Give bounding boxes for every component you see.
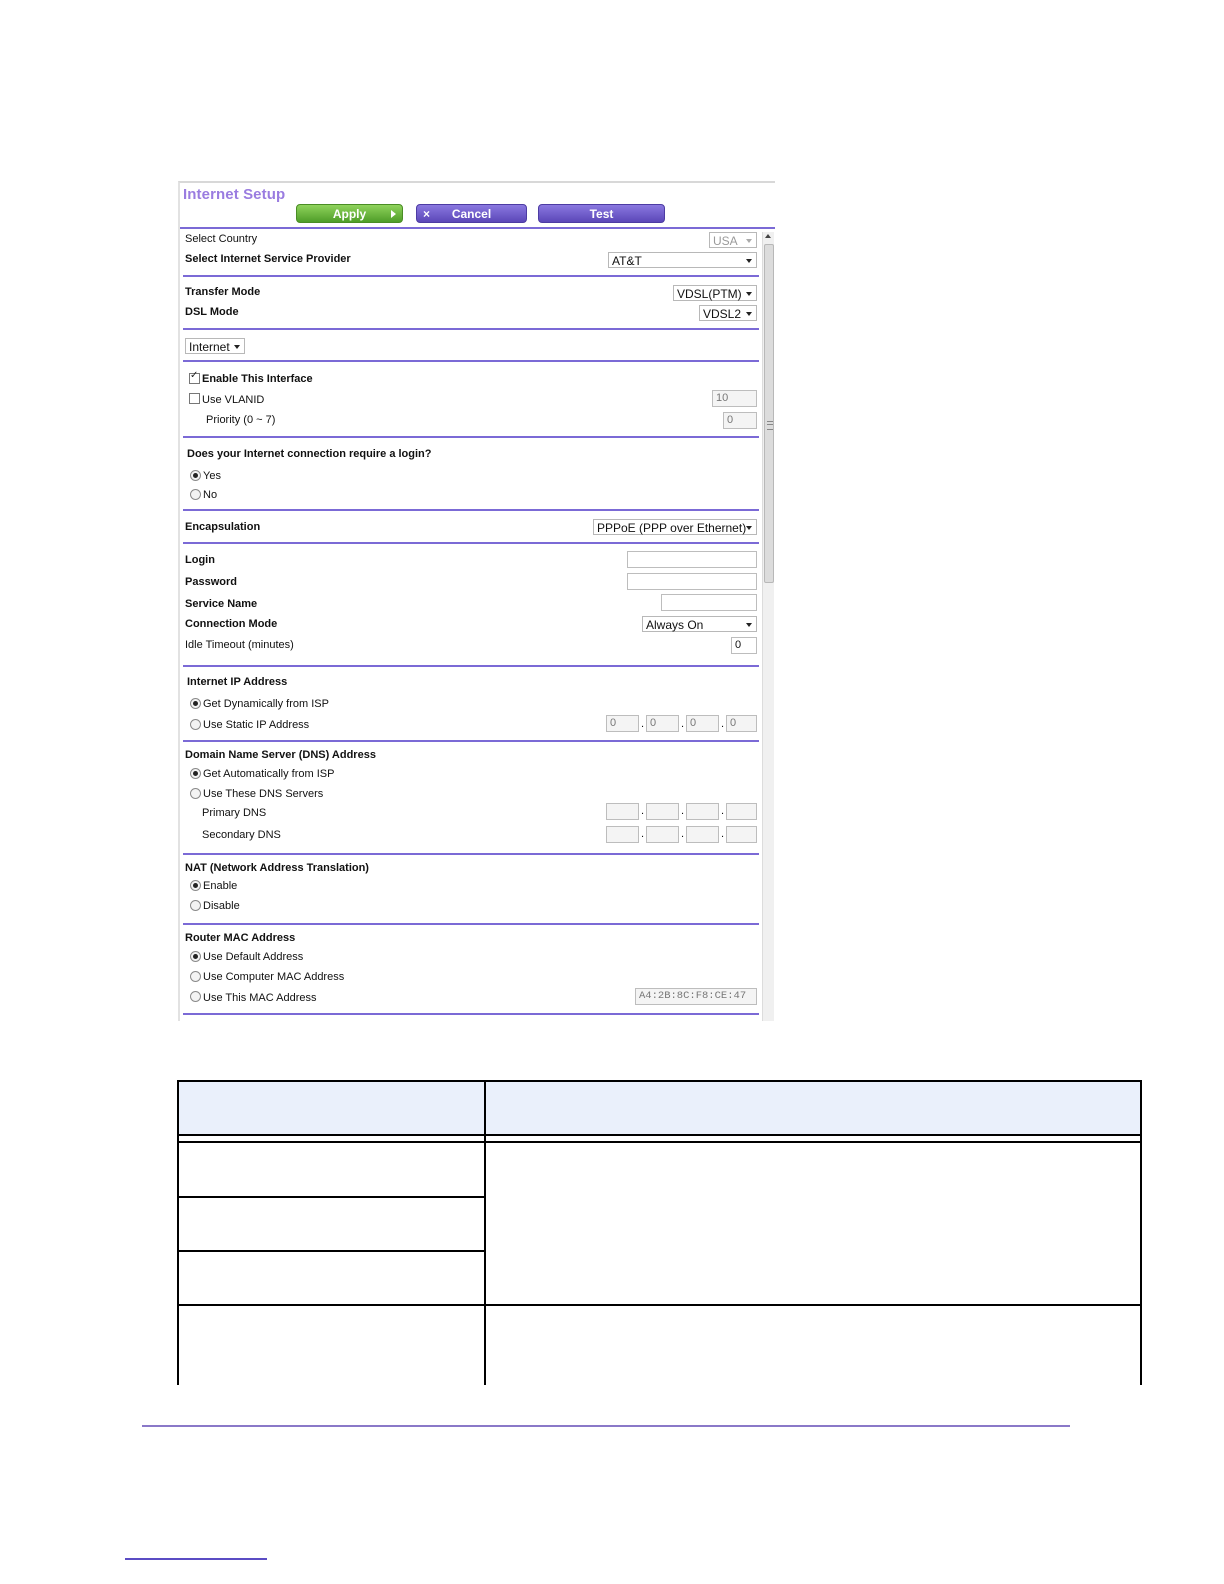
secondary-dns-label: Secondary DNS [202, 829, 281, 841]
dns-manual-radio[interactable] [190, 788, 201, 799]
chevron-down-icon [746, 312, 752, 316]
nat-disable-radio[interactable] [190, 900, 201, 911]
mac-heading: Router MAC Address [185, 932, 296, 944]
login-question: Does your Internet connection require a login? [187, 448, 432, 460]
cancel-button[interactable] [416, 204, 527, 223]
use-vlanid-checkbox[interactable] [189, 393, 200, 404]
connection-mode-label: Connection Mode [185, 618, 278, 630]
apply-button[interactable] [296, 204, 403, 223]
dsl-mode-value: VDSL2 [703, 307, 742, 321]
connection-mode-value: Always On [646, 618, 704, 632]
mac-computer-label: Use Computer MAC Address [203, 971, 345, 983]
dns-heading: Domain Name Server (DNS) Address [185, 749, 376, 761]
ip-dynamic-radio[interactable] [190, 698, 201, 709]
internet-setup-screenshot [178, 181, 775, 1021]
dns-separator: . [681, 828, 685, 840]
dns-manual-label: Use These DNS Servers [203, 788, 324, 800]
ip-separator: . [681, 718, 685, 730]
primary-dns-octet[interactable] [606, 803, 639, 820]
isp-select[interactable] [608, 252, 757, 268]
secondary-dns-octet[interactable] [646, 826, 679, 843]
dsl-mode-label: DSL Mode [185, 306, 239, 318]
table-rule [177, 1134, 1142, 1136]
section-divider [183, 328, 759, 330]
section-divider [183, 1013, 759, 1015]
primary-dns-octet[interactable] [686, 803, 719, 820]
dns-auto-label: Get Automatically from ISP [203, 768, 335, 780]
apply-button-label: Apply [332, 206, 367, 221]
mac-this-label: Use This MAC Address [203, 992, 317, 1004]
primary-dns-octet[interactable] [646, 803, 679, 820]
grip-icon [767, 421, 773, 430]
idle-timeout-input[interactable]: 0 [731, 637, 757, 654]
mac-computer-radio[interactable] [190, 971, 201, 982]
table-rule [177, 1080, 179, 1385]
section-divider [183, 665, 759, 667]
test-button[interactable] [538, 204, 665, 223]
section-divider [183, 923, 759, 925]
dns-separator: . [681, 805, 685, 817]
mac-this-radio[interactable] [190, 991, 201, 1002]
nat-disable-label: Disable [203, 900, 240, 912]
test-button-label: Test [589, 206, 614, 221]
mac-address-input[interactable]: A4:2B:8C:F8:CE:47 [635, 988, 757, 1005]
encapsulation-label: Encapsulation [185, 521, 261, 533]
login-input[interactable] [627, 551, 757, 568]
footer-link-underline [125, 1558, 267, 1560]
table-rule [484, 1080, 486, 1385]
encapsulation-select[interactable] [593, 519, 757, 535]
primary-dns-label: Primary DNS [202, 807, 267, 819]
nat-enable-radio[interactable] [190, 880, 201, 891]
dns-separator: . [721, 828, 725, 840]
cancel-button-label: Cancel [451, 206, 492, 221]
country-select [709, 232, 757, 248]
dns-separator: . [721, 805, 725, 817]
interface-value: Internet [189, 340, 230, 354]
chevron-down-icon [746, 259, 752, 263]
section-divider [183, 542, 759, 544]
ip-static-label: Use Static IP Address [203, 719, 310, 731]
table-rule [177, 1250, 486, 1252]
ip-separator: . [721, 718, 725, 730]
ip-dynamic-label: Get Dynamically from ISP [203, 698, 329, 710]
chevron-down-icon [746, 526, 752, 530]
login-yes-label: Yes [203, 470, 221, 482]
ip-separator: . [641, 718, 645, 730]
ip-octet-input[interactable]: 0 [606, 715, 639, 732]
login-label: Login [185, 554, 215, 566]
priority-label: Priority (0 ~ 7) [206, 414, 276, 426]
table-rule [177, 1196, 486, 1198]
idle-timeout-label: Idle Timeout (minutes) [185, 639, 294, 651]
isp-label: Select Internet Service Provider [185, 253, 351, 265]
table-header [177, 1080, 1142, 1136]
vlanid-input[interactable]: 10 [712, 390, 757, 407]
nat-heading: NAT (Network Address Translation) [185, 862, 369, 874]
play-arrow-icon [391, 210, 396, 218]
secondary-dns-octet[interactable] [606, 826, 639, 843]
country-value: USA [713, 234, 738, 248]
secondary-dns-octet[interactable] [686, 826, 719, 843]
scroll-up-icon[interactable] [765, 234, 771, 238]
table-rule [1140, 1080, 1142, 1385]
ip-octet-input[interactable]: 0 [726, 715, 757, 732]
chevron-down-icon [746, 292, 752, 296]
internet-ip-heading: Internet IP Address [187, 676, 288, 688]
service-name-label: Service Name [185, 598, 258, 610]
settings-table [177, 1080, 1142, 1385]
transfer-mode-select[interactable] [673, 285, 757, 301]
mac-default-radio[interactable] [190, 951, 201, 962]
enable-interface-label: Enable This Interface [202, 373, 313, 385]
login-yes-radio[interactable] [190, 470, 201, 481]
primary-dns-octet[interactable] [726, 803, 757, 820]
dns-auto-radio[interactable] [190, 768, 201, 779]
login-no-radio[interactable] [190, 489, 201, 500]
chevron-down-icon [746, 239, 752, 243]
enable-interface-checkbox[interactable] [189, 373, 200, 384]
priority-input[interactable]: 0 [723, 412, 757, 429]
section-divider [183, 360, 759, 362]
header-divider [180, 227, 775, 229]
password-input[interactable] [627, 573, 757, 590]
mac-default-label: Use Default Address [203, 951, 304, 963]
ip-octet-input[interactable]: 0 [646, 715, 679, 732]
secondary-dns-octet[interactable] [726, 826, 757, 843]
page-title: Internet Setup [183, 186, 286, 203]
section-divider [183, 853, 759, 855]
dns-separator: . [641, 805, 645, 817]
service-name-input[interactable] [661, 594, 757, 611]
dns-separator: . [641, 828, 645, 840]
section-divider [183, 275, 759, 277]
table-rule [177, 1141, 1142, 1143]
close-icon: × [423, 207, 431, 221]
password-label: Password [185, 576, 237, 588]
transfer-mode-label: Transfer Mode [185, 286, 261, 298]
connection-mode-select[interactable] [642, 616, 757, 632]
isp-value: AT&T [612, 254, 642, 268]
login-no-label: No [203, 489, 218, 501]
section-divider [183, 509, 759, 511]
table-rule [177, 1304, 1142, 1306]
section-divider [183, 436, 759, 438]
footer-divider [142, 1425, 1070, 1427]
scrollbar-thumb[interactable] [764, 244, 774, 583]
ip-static-radio[interactable] [190, 719, 201, 730]
interface-select[interactable] [185, 338, 245, 354]
encapsulation-value: PPPoE (PPP over Ethernet) [597, 521, 747, 535]
country-label: Select Country [185, 233, 258, 245]
transfer-mode-value: VDSL(PTM) [677, 287, 742, 301]
scrollbar[interactable] [762, 232, 774, 1021]
dsl-mode-select[interactable] [699, 305, 757, 321]
chevron-down-icon [234, 345, 240, 349]
chevron-down-icon [746, 623, 752, 627]
use-vlanid-label: Use VLANID [202, 394, 265, 406]
section-divider [183, 740, 759, 742]
nat-enable-label: Enable [203, 880, 238, 892]
ip-octet-input[interactable]: 0 [686, 715, 719, 732]
